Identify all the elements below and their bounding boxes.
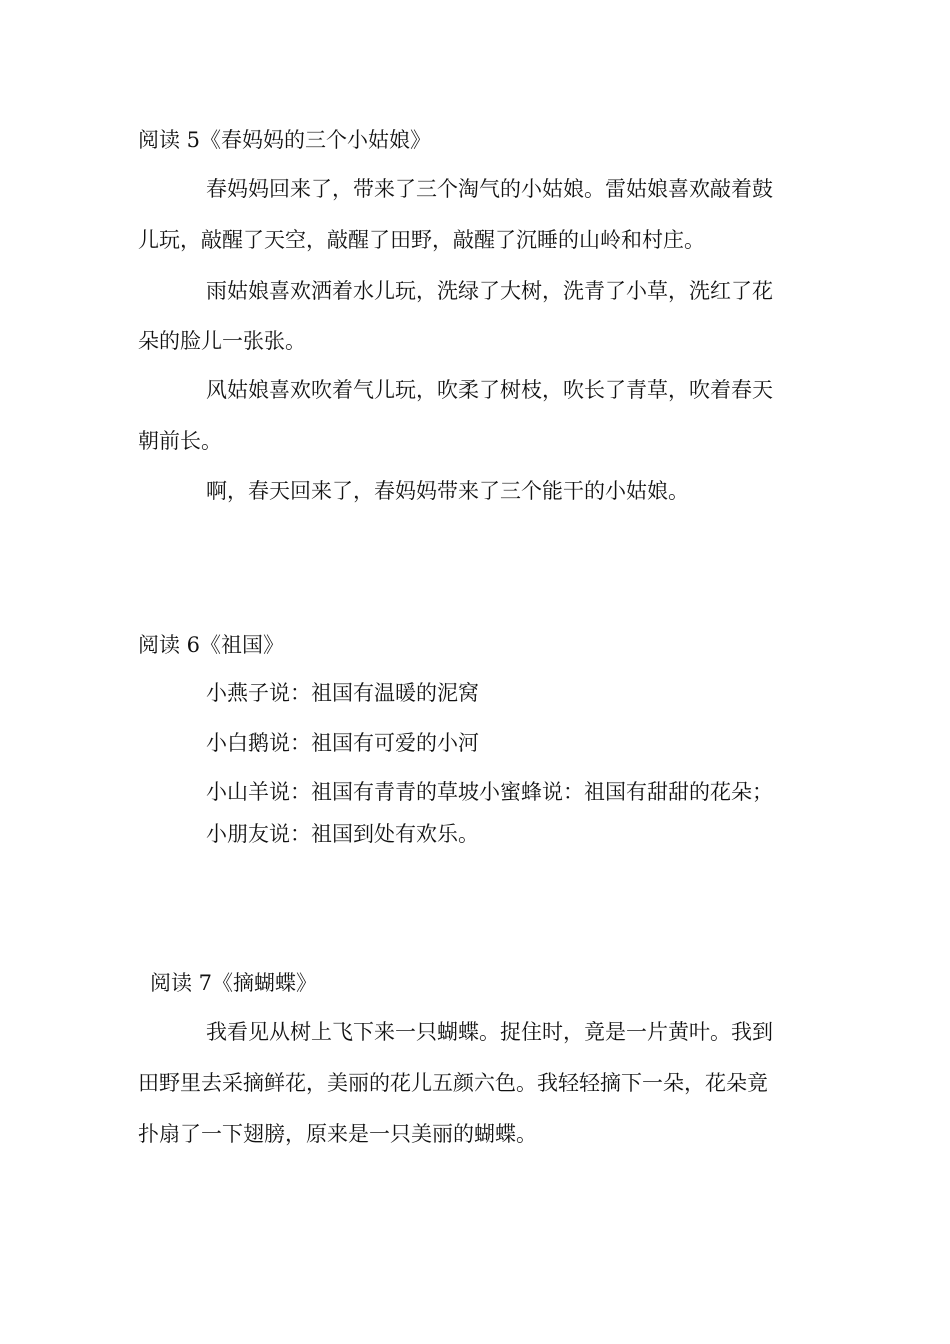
section-5-line: 朵的脸儿一张张。 bbox=[138, 329, 306, 353]
section-6-line: 小白鹅说：祖国有可爱的小河 bbox=[206, 731, 479, 755]
section-6-line: 小山羊说：祖国有青青的草坡小蜜蜂说：祖国有甜甜的花朵； bbox=[206, 780, 773, 804]
section-5-line: 啊，春天回来了，春妈妈带来了三个能干的小姑娘。 bbox=[206, 479, 689, 503]
section-7-title: 阅读 7《摘蝴蝶》 bbox=[150, 971, 318, 995]
section-5-line: 风姑娘喜欢吹着气儿玩，吹柔了树枝，吹长了青草，吹着春天 bbox=[206, 378, 773, 402]
section-7-line: 我看见从树上飞下来一只蝴蝶。捉住时，竟是一片黄叶。我到 bbox=[206, 1020, 773, 1044]
section-6-line: 小燕子说：祖国有温暖的泥窝 bbox=[206, 681, 479, 705]
section-5-line: 朝前长。 bbox=[138, 429, 222, 453]
section-5-line: 儿玩，敲醒了天空，敲醒了田野，敲醒了沉睡的山岭和村庄。 bbox=[138, 228, 705, 252]
section-7-line: 田野里去采摘鲜花，美丽的花儿五颜六色。我轻轻摘下一朵，花朵竟 bbox=[138, 1071, 768, 1095]
section-5-title: 阅读 5《春妈妈的三个小姑娘》 bbox=[138, 128, 432, 152]
section-6-title: 阅读 6《祖国》 bbox=[138, 633, 285, 657]
section-7-line: 扑扇了一下翅膀，原来是一只美丽的蝴蝶。 bbox=[138, 1122, 537, 1146]
section-5-line: 春妈妈回来了，带来了三个淘气的小姑娘。雷姑娘喜欢敲着鼓 bbox=[206, 177, 773, 201]
section-5-line: 雨姑娘喜欢洒着水儿玩，洗绿了大树，洗青了小草，洗红了花 bbox=[206, 279, 773, 303]
section-6-line: 小朋友说：祖国到处有欢乐。 bbox=[206, 822, 479, 846]
